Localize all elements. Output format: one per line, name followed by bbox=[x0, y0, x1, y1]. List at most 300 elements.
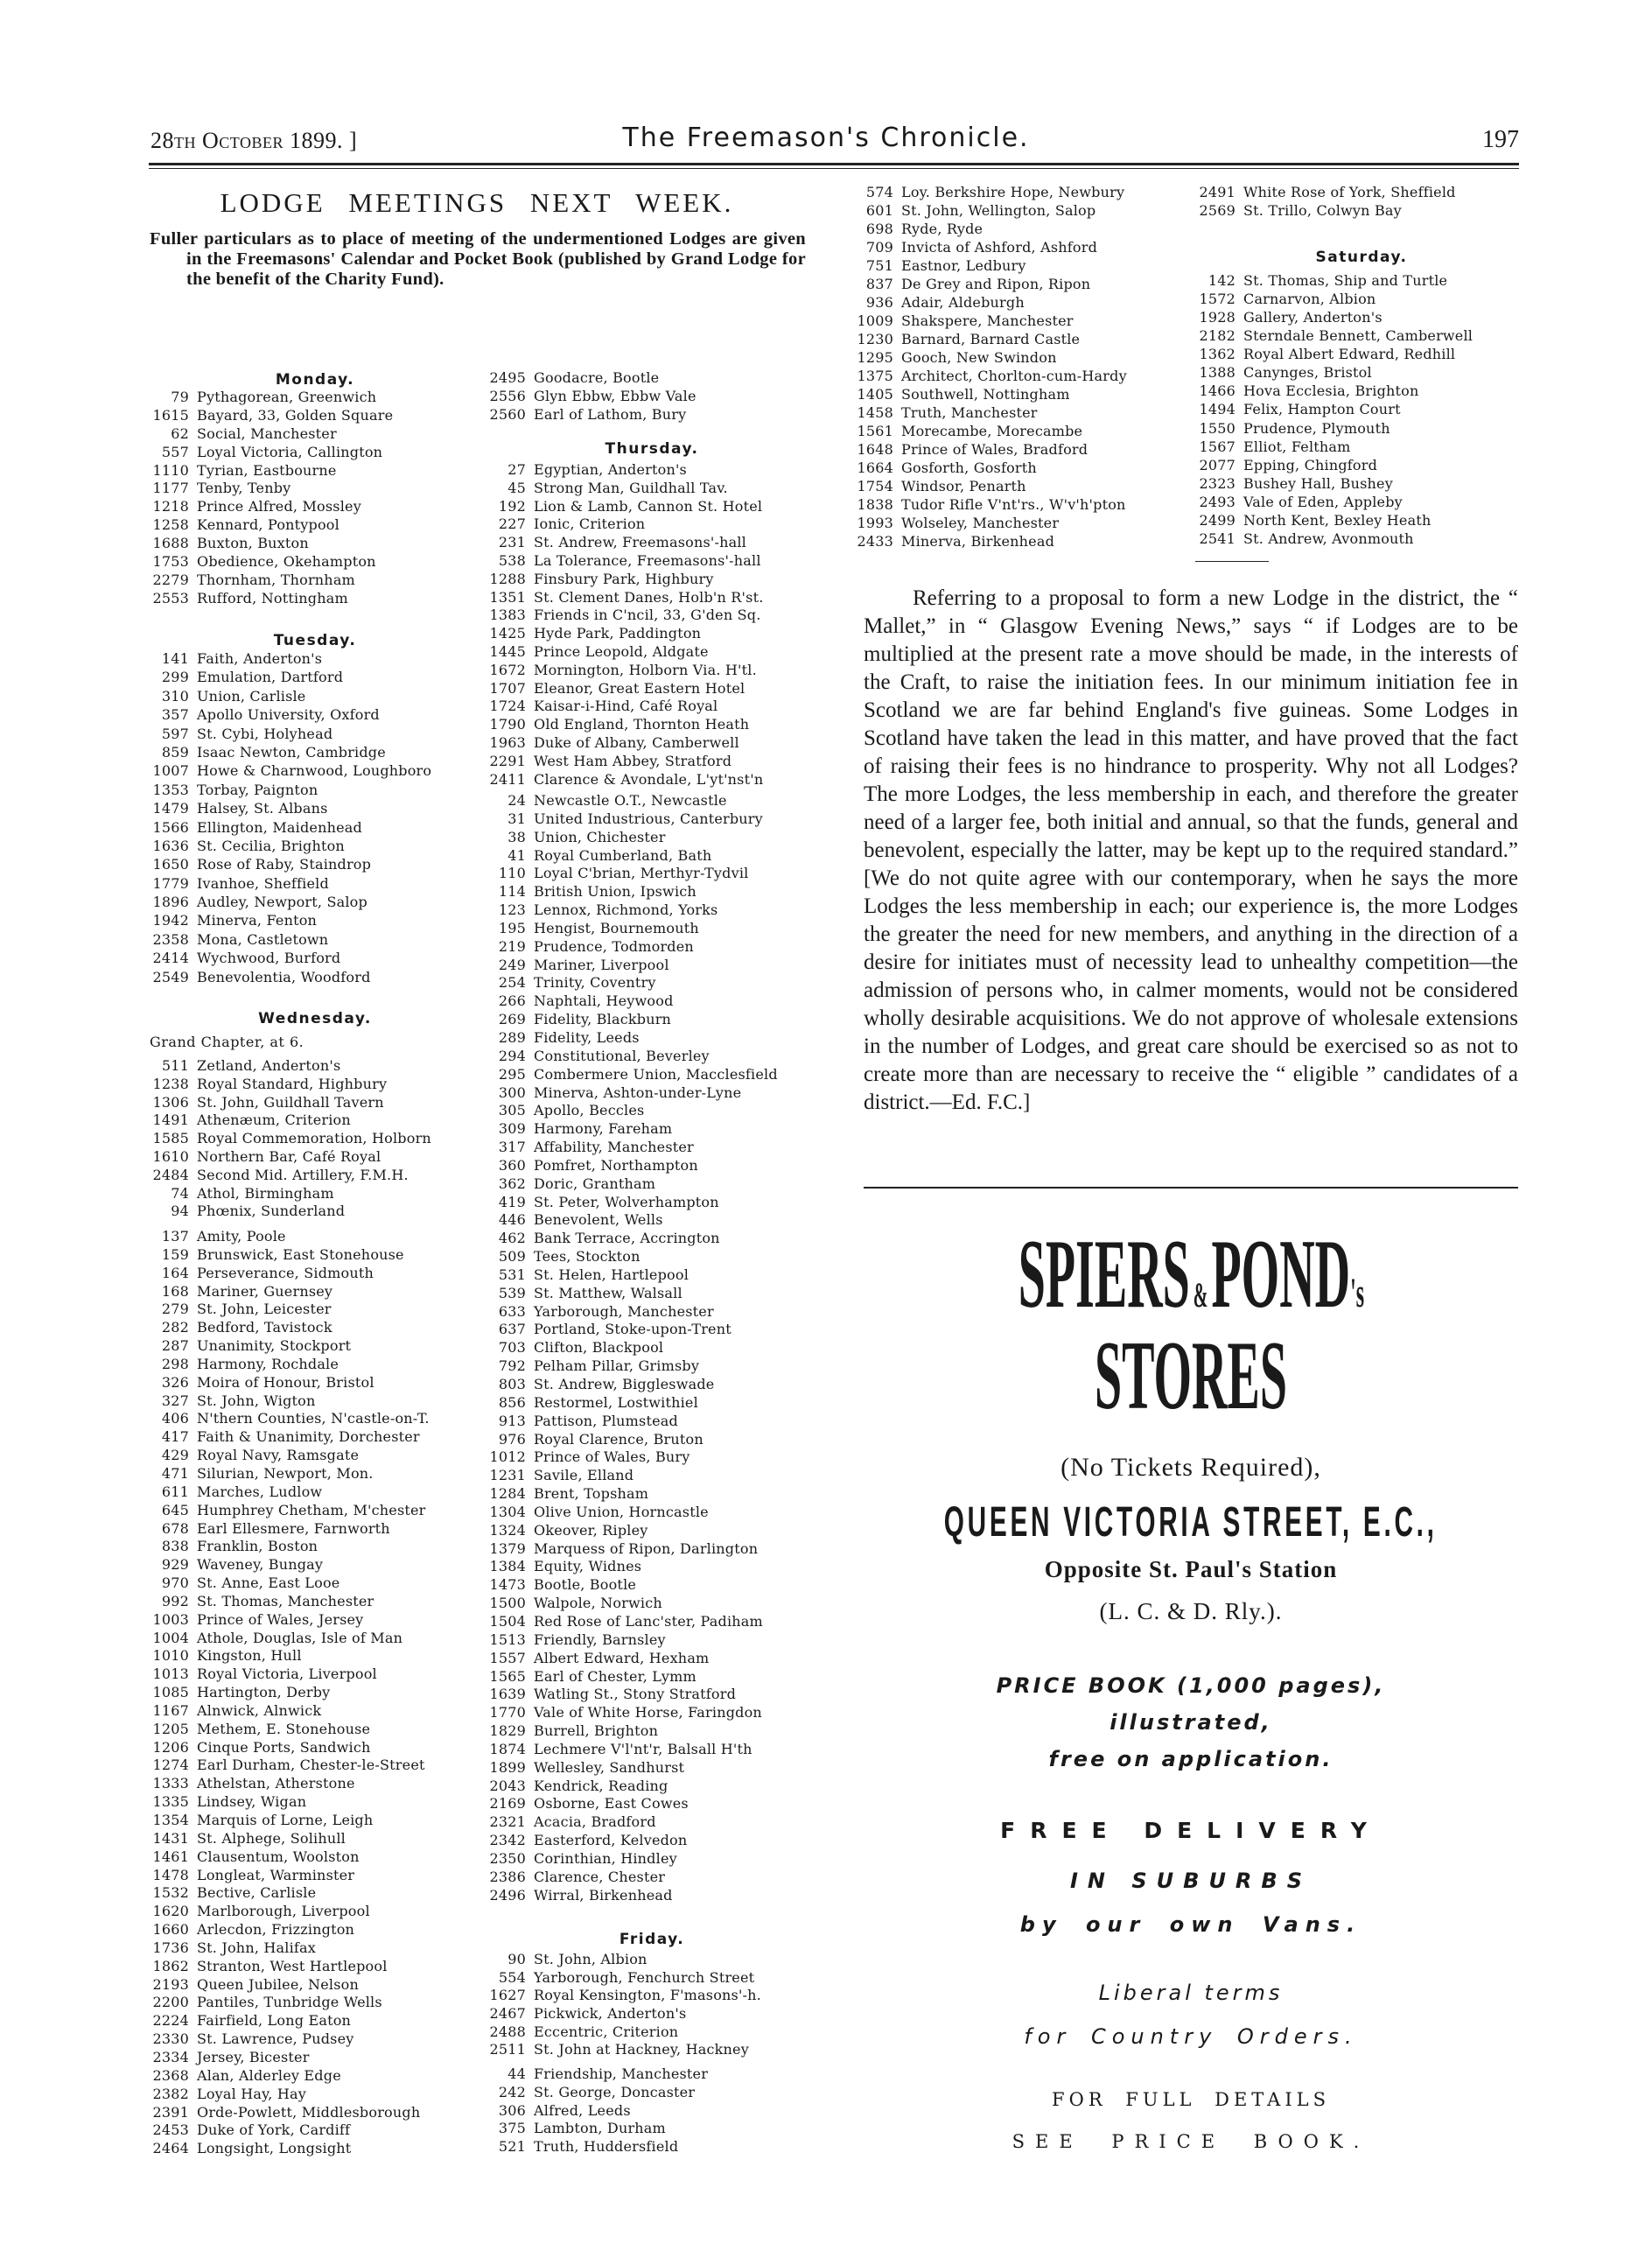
lodge-name-place: Goodacre, Bootle bbox=[534, 369, 660, 386]
lodge-name-place: Alnwick, Alnwick bbox=[197, 1701, 322, 1719]
lodge-entry bbox=[486, 734, 763, 753]
lodge-group-friday bbox=[486, 1951, 761, 2059]
advert-brand-suffix: 's bbox=[1349, 1270, 1364, 1316]
advert-railway: (L. C. & D. Rly.). bbox=[1099, 1598, 1283, 1624]
lodge-number: 1335 bbox=[152, 1793, 189, 1811]
lodge-entry bbox=[149, 516, 393, 535]
lodge-entry bbox=[486, 992, 778, 1011]
lodge-name-place: Eccentric, Criterion bbox=[534, 2023, 679, 2040]
lodge-number: 2493 bbox=[1199, 493, 1236, 510]
lodge-name-place: N'thern Counties, N'castle-on-T. bbox=[197, 1410, 430, 1427]
lodge-name-place: Lechmere V'l'nt'r, Balsall H'th bbox=[534, 1740, 752, 1757]
lodge-name-place: Prince Alfred, Mossley bbox=[197, 498, 361, 515]
lodge-number: 2323 bbox=[1199, 474, 1236, 492]
lodge-name-place: Felix, Hampton Court bbox=[1243, 401, 1401, 418]
lodge-entry bbox=[149, 1611, 430, 1630]
lodge-entry bbox=[149, 1447, 430, 1465]
column-end-rule bbox=[1195, 561, 1269, 562]
lodge-entry bbox=[149, 1793, 430, 1812]
lodge-name-place: Hyde Park, Paddington bbox=[534, 625, 702, 642]
lodge-name-place: St. Andrew, Avonmouth bbox=[1243, 529, 1414, 547]
lodge-number: 859 bbox=[161, 743, 189, 761]
lodge-name-place: Doric, Grantham bbox=[534, 1175, 656, 1192]
lodge-name-place: Clarence & Avondale, L'yt'nst'n bbox=[534, 770, 764, 788]
advert-own-vans: by our own Vans. bbox=[1019, 1912, 1362, 1937]
lodge-number: 1466 bbox=[1199, 382, 1236, 400]
advert-address-text: QUEEN VICTORIA STREET, E.C., bbox=[944, 1499, 1438, 1546]
lodge-number: 703 bbox=[498, 1339, 526, 1357]
lodge-name-place: Duke of York, Cardiff bbox=[197, 2121, 351, 2139]
lodge-number: 929 bbox=[161, 1556, 189, 1574]
lodge-entry bbox=[486, 625, 763, 643]
lodge-number: 2200 bbox=[152, 1994, 189, 2011]
lodge-number: 45 bbox=[508, 479, 526, 496]
lodge-name-place: Tees, Stockton bbox=[534, 1248, 640, 1266]
lodge-number: 219 bbox=[498, 937, 526, 955]
lodge-entry bbox=[149, 1076, 431, 1094]
lodge-number: 1896 bbox=[152, 894, 189, 911]
lodge-name-place: Loyal Victoria, Callington bbox=[197, 443, 383, 460]
lodge-number: 1324 bbox=[489, 1521, 526, 1539]
lodge-name-place: Phœnix, Sunderland bbox=[197, 1203, 346, 1220]
lodge-number: 2495 bbox=[489, 369, 526, 386]
lodge-name-place: Earl Ellesmere, Farnworth bbox=[197, 1519, 390, 1537]
lodge-name-place: Mona, Castletown bbox=[197, 930, 329, 948]
lodge-number: 2499 bbox=[1199, 511, 1236, 529]
lodge-number: 538 bbox=[498, 551, 526, 569]
lodge-entry bbox=[486, 974, 778, 992]
lodge-name-place: Ellington, Maidenhead bbox=[197, 818, 362, 836]
lodge-name-place: St. Lawrence, Pudsey bbox=[197, 2030, 354, 2048]
lodge-entry bbox=[486, 534, 763, 552]
lodge-entry bbox=[149, 1130, 431, 1148]
lodge-name-place: St. Helen, Hartlepool bbox=[534, 1266, 690, 1283]
lodge-name-place: Sterndale Bennett, Camberwell bbox=[1243, 327, 1474, 345]
day-note-wednesday: Grand Chapter, at 6. bbox=[150, 1034, 304, 1050]
lodge-entry bbox=[486, 2065, 708, 2084]
lodge-name-place: Harmony, Fareham bbox=[534, 1120, 673, 1138]
lodge-entry bbox=[853, 477, 1127, 495]
lodge-entry bbox=[486, 1613, 778, 1631]
lodge-entry bbox=[486, 2005, 761, 2023]
lodge-entry bbox=[149, 1428, 430, 1447]
lodge-name-place: Alan, Alderley Edge bbox=[197, 2066, 341, 2084]
lodge-entry bbox=[149, 2104, 430, 2122]
lodge-name-place: Easterford, Kelvedon bbox=[534, 1832, 688, 1849]
lodge-number: 1284 bbox=[489, 1485, 526, 1503]
lodge-name-place: Gooch, New Swindon bbox=[901, 349, 1057, 366]
lodge-name-place: St. Cecilia, Brighton bbox=[197, 837, 345, 854]
lodge-name-place: Friendly, Barnsley bbox=[534, 1630, 666, 1648]
lodge-name-place: Lindsey, Wigan bbox=[197, 1793, 307, 1811]
lodge-number: 1004 bbox=[152, 1629, 189, 1646]
lodge-number: 326 bbox=[161, 1373, 189, 1391]
lodge-name-place: Vale of Eden, Appleby bbox=[1243, 493, 1403, 510]
lodge-number: 282 bbox=[161, 1319, 189, 1336]
lodge-number: 1639 bbox=[489, 1686, 526, 1703]
lodge-name-place: Clausentum, Woolston bbox=[197, 1848, 360, 1865]
lodge-group-friday bbox=[486, 2065, 708, 2156]
lodge-entry bbox=[486, 1303, 778, 1322]
lodge-number: 1461 bbox=[152, 1848, 189, 1865]
lodge-entry bbox=[1195, 400, 1473, 418]
lodge-number: 1724 bbox=[489, 698, 526, 715]
lodge-number: 1615 bbox=[152, 406, 189, 424]
lodge-entry bbox=[486, 1969, 761, 1988]
lodge-name-place: Emulation, Dartford bbox=[197, 669, 344, 686]
lodge-entry bbox=[853, 330, 1127, 348]
lodge-entry bbox=[486, 2084, 708, 2102]
lodge-entry bbox=[486, 1084, 778, 1103]
lodge-entry bbox=[149, 1867, 430, 1885]
lodge-entry bbox=[853, 220, 1127, 238]
lodge-entry bbox=[149, 799, 431, 817]
lodge-name-place: Royal Cumberland, Bath bbox=[534, 846, 712, 864]
lodge-entry bbox=[486, 1540, 778, 1559]
lodge-entry bbox=[149, 1665, 430, 1684]
lodge-number: 1003 bbox=[152, 1610, 189, 1628]
lodge-entry bbox=[149, 2086, 430, 2104]
lodge-name-place: Corinthian, Hindley bbox=[534, 1849, 677, 1867]
lodge-entry bbox=[486, 1778, 778, 1796]
lodge-entry bbox=[853, 514, 1127, 532]
lodge-name-place: Albert Edward, Hexham bbox=[534, 1649, 710, 1666]
lodge-name-place: Mornington, Holborn Via. H'tl. bbox=[534, 661, 757, 678]
lodge-number: 94 bbox=[171, 1203, 189, 1220]
lodge-name-place: St. Andrew, Freemasons'-hall bbox=[534, 534, 746, 551]
lodge-number: 803 bbox=[498, 1376, 526, 1392]
lodge-name-place: White Rose of York, Sheffield bbox=[1243, 184, 1456, 200]
lodge-number: 2321 bbox=[489, 1813, 526, 1831]
lodge-name-place: Loyal Hay, Hay bbox=[197, 2085, 306, 2102]
lodge-entry bbox=[149, 2030, 430, 2049]
lodge-entry bbox=[149, 1148, 431, 1167]
lodge-entry bbox=[1195, 438, 1473, 456]
lodge-name-place: Athelstan, Atherstone bbox=[197, 1775, 355, 1792]
lodge-number: 24 bbox=[508, 792, 526, 809]
lodge-number: 1362 bbox=[1199, 346, 1236, 363]
lodge-number: 1790 bbox=[489, 716, 526, 733]
lodge-entry bbox=[149, 1884, 430, 1903]
lodge-entry bbox=[853, 312, 1127, 330]
day-heading-wednesday: Wednesday. bbox=[258, 1010, 372, 1027]
lodge-name-place: Harmony, Rochdale bbox=[197, 1355, 340, 1372]
lodge-entry bbox=[486, 792, 778, 810]
lodge-number: 2433 bbox=[857, 533, 893, 550]
lodge-number: 1230 bbox=[857, 331, 893, 347]
lodge-entry bbox=[486, 1686, 778, 1704]
lodge-number: 2358 bbox=[152, 930, 189, 948]
lodge-number: 295 bbox=[498, 1065, 526, 1083]
lodge-number: 597 bbox=[161, 725, 189, 742]
lodge-number: 1473 bbox=[489, 1576, 526, 1594]
lodge-number: 2386 bbox=[489, 1868, 526, 1885]
lodge-name-place: Prudence, Todmorden bbox=[534, 937, 694, 955]
lodge-entry bbox=[149, 2121, 430, 2140]
lodge-name-place: Athenæum, Criterion bbox=[197, 1111, 351, 1129]
lodge-name-place: St. George, Doncaster bbox=[534, 2083, 696, 2100]
lodge-number: 1388 bbox=[1199, 364, 1236, 382]
lodge-name-place: Gosforth, Gosforth bbox=[901, 459, 1037, 476]
lodge-entry bbox=[486, 498, 763, 516]
lodge-number: 1838 bbox=[857, 496, 893, 513]
lodge-number: 195 bbox=[498, 919, 526, 936]
lodge-entry bbox=[1195, 290, 1473, 308]
lodge-entry bbox=[1195, 326, 1473, 345]
lodge-name-place: Savile, Elland bbox=[534, 1467, 634, 1484]
lodge-number: 254 bbox=[498, 974, 526, 992]
lodge-number: 976 bbox=[498, 1430, 526, 1448]
lodge-number: 1754 bbox=[857, 478, 893, 494]
lodge-name-place: Wychwood, Burford bbox=[197, 950, 341, 967]
lodge-entry bbox=[149, 1775, 430, 1793]
lodge-entry bbox=[486, 1139, 778, 1157]
lodge-entry bbox=[486, 716, 763, 734]
lodge-name-place: Benevolentia, Woodford bbox=[197, 968, 371, 985]
lodge-number: 114 bbox=[498, 883, 526, 901]
advert-country-orders: for Country Orders. bbox=[1024, 2024, 1358, 2049]
lodge-number: 2279 bbox=[152, 571, 189, 588]
lodge-entry bbox=[149, 1283, 430, 1301]
lodge-entry bbox=[149, 2067, 430, 2086]
lodge-number: 317 bbox=[498, 1139, 526, 1156]
lodge-entry bbox=[149, 1392, 430, 1411]
lodge-name-place: West Ham Abbey, Stratford bbox=[534, 752, 732, 769]
lodge-name-place: St. Andrew, Biggleswade bbox=[534, 1376, 715, 1392]
lodge-entry bbox=[486, 1157, 778, 1175]
lodge-name-place: Orde-Powlett, Middlesborough bbox=[197, 2103, 421, 2121]
lodge-entry bbox=[486, 1120, 778, 1139]
lodge-number: 1770 bbox=[489, 1704, 526, 1722]
lodge-entry bbox=[486, 1357, 778, 1376]
lodge-entry bbox=[486, 1987, 761, 2005]
lodge-entry bbox=[149, 649, 431, 668]
lodge-entry bbox=[149, 687, 431, 705]
lodge-name-place: Pickwick, Anderton's bbox=[534, 2005, 687, 2023]
lodge-group-saturday bbox=[1195, 271, 1473, 548]
lodge-number: 2549 bbox=[152, 968, 189, 985]
lodge-group-wednesday bbox=[486, 368, 696, 424]
lodge-name-place: Halsey, St. Albans bbox=[197, 800, 328, 817]
lodge-name-place: Elliot, Feltham bbox=[1243, 438, 1351, 455]
lodge-entry bbox=[486, 2102, 708, 2121]
lodge-number: 1513 bbox=[489, 1630, 526, 1648]
lodge-name-place: St. Thomas, Ship and Turtle bbox=[1243, 272, 1448, 289]
lodge-number: 1899 bbox=[489, 1758, 526, 1776]
lodge-number: 1206 bbox=[152, 1738, 189, 1756]
lodge-number: 471 bbox=[161, 1464, 189, 1482]
lodge-number: 1636 bbox=[152, 837, 189, 854]
lodge-name-place: Kaisar-i-Hind, Café Royal bbox=[534, 698, 718, 715]
lodge-name-place: Waveney, Bungay bbox=[197, 1556, 324, 1574]
advert-address bbox=[864, 1498, 1518, 1546]
lodge-number: 79 bbox=[171, 389, 189, 405]
lodge-number: 266 bbox=[498, 992, 526, 1010]
lodge-name-place: St. Peter, Wolverhampton bbox=[534, 1193, 719, 1210]
lodge-name-place: St. Anne, East Looe bbox=[197, 1574, 340, 1592]
lodge-name-place: Eleanor, Great Eastern Hotel bbox=[534, 679, 746, 697]
lodge-entry bbox=[149, 1301, 430, 1319]
lodge-number: 1085 bbox=[152, 1684, 189, 1701]
lodge-number: 1500 bbox=[489, 1595, 526, 1612]
lodge-entry bbox=[853, 201, 1127, 220]
lodge-number: 2414 bbox=[152, 950, 189, 967]
lodge-name-place: Marlborough, Liverpool bbox=[197, 1903, 370, 1920]
advert-illustrated: illustrated, bbox=[1110, 1710, 1272, 1735]
lodge-number: 611 bbox=[161, 1483, 189, 1500]
lodge-name-place: St. Clement Danes, Holb'n R'st. bbox=[534, 588, 764, 606]
lodge-entry bbox=[149, 761, 431, 780]
lodge-number: 357 bbox=[161, 706, 189, 724]
lodge-entry bbox=[486, 1211, 778, 1230]
lodge-number: 1177 bbox=[152, 480, 189, 497]
lodge-number: 287 bbox=[161, 1337, 189, 1355]
lodge-number: 2350 bbox=[489, 1849, 526, 1867]
lodge-number: 41 bbox=[508, 846, 526, 864]
lodge-group-wednesday bbox=[149, 1228, 430, 2158]
lodge-entry bbox=[1195, 493, 1473, 511]
lodge-number: 2391 bbox=[152, 2103, 189, 2121]
lodge-number: 2569 bbox=[1199, 202, 1236, 219]
lodge-entry bbox=[486, 1467, 778, 1485]
lodge-number: 299 bbox=[161, 669, 189, 686]
lodge-name-place: St. John, Wigton bbox=[197, 1392, 316, 1409]
lodge-name-place: Faith, Anderton's bbox=[197, 650, 323, 667]
lodge-entry bbox=[853, 385, 1127, 403]
lodge-entry bbox=[486, 480, 763, 498]
lodge-entry bbox=[149, 1094, 431, 1112]
lodge-name-place: Carnarvon, Albion bbox=[1243, 291, 1376, 308]
lodge-number: 429 bbox=[161, 1447, 189, 1464]
lodge-number: 231 bbox=[498, 534, 526, 551]
lodge-entry bbox=[486, 829, 778, 847]
lodge-name-place: Trinity, Coventry bbox=[534, 974, 656, 992]
lodge-name-place: Architect, Chorlton-cum-Hardy bbox=[901, 368, 1127, 384]
lodge-entry bbox=[149, 444, 393, 462]
lodge-number: 38 bbox=[508, 828, 526, 845]
lodge-group-thursday bbox=[486, 792, 778, 1904]
lodge-entry bbox=[149, 2140, 430, 2158]
lodge-name-place: Glyn Ebbw, Ebbw Vale bbox=[534, 388, 696, 404]
lodge-entry bbox=[486, 698, 763, 716]
lodge-name-place: Longleat, Warminster bbox=[197, 1866, 355, 1883]
lodge-entry bbox=[149, 1410, 430, 1428]
lodge-name-place: Pelham Pillar, Grimsby bbox=[534, 1357, 700, 1375]
lodge-name-place: Osborne, East Cowes bbox=[534, 1795, 689, 1813]
lodge-name-place: Prince of Wales, Bury bbox=[534, 1448, 690, 1466]
lodge-entry bbox=[149, 480, 393, 498]
lodge-name-place: Athole, Douglas, Isle of Man bbox=[197, 1629, 403, 1646]
lodge-entry bbox=[486, 1266, 778, 1285]
lodge-name-place: Combermere Union, Macclesfield bbox=[534, 1065, 778, 1083]
lodge-number: 2560 bbox=[489, 406, 526, 423]
lodge-number: 2411 bbox=[489, 770, 526, 788]
lodge-entry bbox=[149, 893, 431, 911]
lodge-entry bbox=[149, 818, 431, 837]
lodge-entry bbox=[853, 293, 1127, 312]
lodge-entry bbox=[149, 1958, 430, 1976]
lodge-entry bbox=[149, 743, 431, 761]
lodge-name-place: Amity, Poole bbox=[197, 1228, 286, 1245]
lodge-name-place: Second Mid. Artillery, F.M.H. bbox=[197, 1166, 409, 1183]
lodge-name-place: Prince of Wales, Bradford bbox=[901, 441, 1088, 458]
lodge-entry bbox=[149, 874, 431, 893]
lodge-entry bbox=[486, 571, 763, 589]
lodge-number: 1231 bbox=[489, 1467, 526, 1484]
lodge-entry bbox=[149, 705, 431, 724]
lodge-number: 249 bbox=[498, 956, 526, 973]
lodge-entry bbox=[149, 1739, 430, 1757]
advert-stores: STORES bbox=[1095, 1322, 1287, 1430]
lodge-number: 137 bbox=[161, 1228, 189, 1245]
lodge-number: 1306 bbox=[152, 1093, 189, 1111]
lodge-entry bbox=[486, 865, 778, 883]
lodge-name-place: Longsight, Longsight bbox=[197, 2140, 352, 2157]
lodge-name-place: Thornham, Thornham bbox=[197, 571, 355, 588]
lodge-number: 462 bbox=[498, 1230, 526, 1247]
lodge-entry bbox=[149, 1203, 431, 1221]
lodge-name-place: Union, Carlisle bbox=[197, 687, 306, 705]
lodge-name-place: Ionic, Criterion bbox=[534, 515, 646, 533]
lodge-number: 1491 bbox=[152, 1111, 189, 1129]
lodge-entry bbox=[486, 2138, 708, 2156]
lodge-group-friday bbox=[1195, 183, 1456, 220]
lodge-entry bbox=[149, 572, 393, 590]
lodge-entry bbox=[1195, 474, 1473, 493]
lodge-number: 2334 bbox=[152, 2048, 189, 2065]
lodge-entry bbox=[149, 1319, 430, 1337]
lodge-number: 2467 bbox=[489, 2005, 526, 2023]
lodge-name-place: Wolseley, Manchester bbox=[901, 515, 1060, 531]
lodge-number: 2077 bbox=[1199, 456, 1236, 473]
lodge-entry bbox=[149, 1337, 430, 1356]
lodge-number: 1567 bbox=[1199, 438, 1236, 455]
lodge-name-place: Silurian, Newport, Mon. bbox=[197, 1464, 374, 1482]
lodge-name-place: St. Matthew, Walsall bbox=[534, 1284, 682, 1301]
lodge-name-place: Union, Chichester bbox=[534, 828, 666, 845]
lodge-entry bbox=[486, 1285, 778, 1303]
lodge-entry bbox=[1195, 308, 1473, 326]
lodge-entry bbox=[486, 461, 763, 480]
lodge-number: 419 bbox=[498, 1193, 526, 1210]
lodge-number: 1942 bbox=[152, 912, 189, 929]
lodge-entry bbox=[486, 1394, 778, 1413]
lodge-name-place: Vale of White Horse, Faringdon bbox=[534, 1704, 762, 1722]
lodge-entry bbox=[149, 1684, 430, 1702]
lodge-entry bbox=[486, 607, 763, 625]
lodge-number: 509 bbox=[498, 1248, 526, 1266]
lodge-number: 1425 bbox=[489, 625, 526, 642]
lodge-name-place: Strong Man, Guildhall Tav. bbox=[534, 479, 728, 496]
lodge-entry bbox=[486, 938, 778, 957]
lodge-entry bbox=[486, 1011, 778, 1029]
lodge-name-place: Naphtali, Heywood bbox=[534, 992, 674, 1010]
lodge-name-place: Acacia, Bradford bbox=[534, 1813, 656, 1831]
lodge-name-place: Howe & Charnwood, Loughboro bbox=[197, 762, 432, 780]
lodge-entry bbox=[853, 403, 1127, 422]
page-number: 197 bbox=[1482, 126, 1519, 153]
lodge-number: 1288 bbox=[489, 570, 526, 587]
lodge-name-place: Franklin, Boston bbox=[197, 1538, 318, 1555]
lodge-number: 1561 bbox=[857, 423, 893, 439]
lodge-name-place: Marches, Ludlow bbox=[197, 1483, 323, 1500]
lodge-entry bbox=[486, 1413, 778, 1431]
lodge-name-place: Bective, Carlisle bbox=[197, 1884, 317, 1902]
lodge-name-place: Yarborough, Manchester bbox=[534, 1302, 714, 1320]
lodge-name-place: St. Thomas, Manchester bbox=[197, 1592, 374, 1609]
lodge-number: 645 bbox=[161, 1501, 189, 1518]
lodge-number: 44 bbox=[508, 2065, 526, 2082]
